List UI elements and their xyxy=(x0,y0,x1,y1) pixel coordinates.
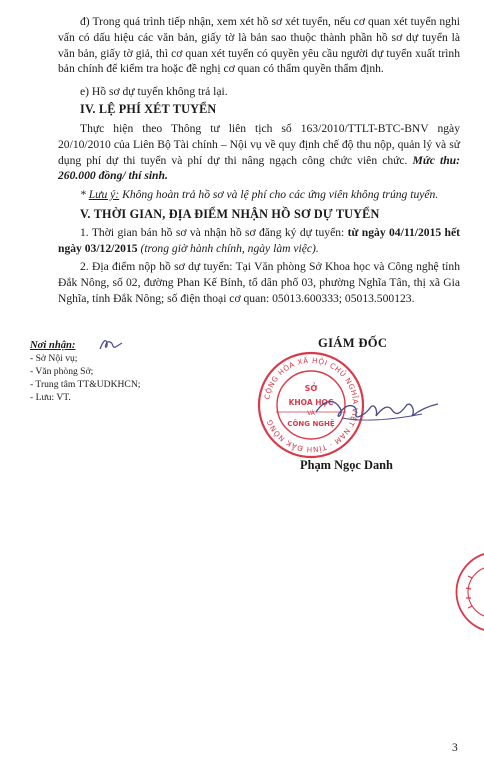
recipient-item: - Sở Nội vụ; xyxy=(30,353,78,364)
fee-text: Thực hiện theo Thông tư liên tịch số 163/2010/TTLT-BTC-BNV ngày 20/10/2010 của Liên Bộ Tài chính – Nội vụ về quy định chế độ thu nộp, quản lý và sử dụng phí dự thi tuyển và phí dự thi nâng ngạch công chức viên chức. xyxy=(58,122,460,167)
time-suffix: (trong giờ hành chính, ngày làm việc). xyxy=(140,241,319,255)
recipient-item: - Văn phòng Sở; xyxy=(30,366,94,377)
fee-amount: Mức thu: 260.000 đồng/ thí sinh. xyxy=(58,153,460,183)
note-label: Lưu ý: xyxy=(88,188,120,201)
note-line xyxy=(80,187,470,203)
paragraph-fee xyxy=(58,121,460,184)
time-range: từ ngày 04/11/2015 hết ngày 03/12/2015 xyxy=(58,226,460,255)
page-number: 3 xyxy=(452,742,458,754)
recipients-title: Nơi nhận: xyxy=(30,340,76,351)
signer-name: Phạm Ngọc Danh xyxy=(300,458,393,472)
time-prefix: 1. Thời gian bán hồ sơ và nhận hồ sơ đăng ký dự tuyển: xyxy=(80,226,345,239)
paragraph-place: 2. Địa điểm nộp hồ sơ dự tuyển: Tại Văn phòng Sở Khoa học và Công nghệ tỉnh Đắk Nông, số 02, đường Phan Kế Bính, tổ dân phố 03, phường Nghĩa Tân, thị xã Gia Nghĩa, tỉnh Đắk Nông; số điện thoại cơ quan: 05013.600333; 05013.500123. xyxy=(58,260,460,305)
seal-center-3: VÀ xyxy=(307,410,315,417)
paragraph-d: đ) Trong quá trình tiếp nhận, xem xét hồ sơ xét tuyển, nếu cơ quan xét tuyển nghi vấn có dấu hiệu các văn bản, giấy tờ là bản sao thuộc thành phần hồ sơ dự tuyển là văn bản, giấy tờ giả, thì cơ quan xét tuyển có quyền yêu cầu người dự tuyển xuất trình bản chính để kiểm tra hoặc đề nghị cơ quan có thẩm quyền thẩm định. xyxy=(58,15,460,76)
initials-mark xyxy=(98,337,124,351)
heading-time-place: V. THỜI GIAN, ĐỊA ĐIỂM NHẬN HỒ SƠ DỰ TUYỂN xyxy=(80,207,380,221)
recipients-block xyxy=(30,339,220,404)
seal-center-4: CÔNG NGHỆ xyxy=(287,420,335,428)
signature xyxy=(312,390,442,430)
signer-title: GIÁM ĐỐC xyxy=(318,336,388,350)
heading-fee: IV. LỆ PHÍ XÉT TUYỂN xyxy=(80,102,217,116)
note-prefix: * xyxy=(80,188,89,201)
paragraph-e: e) Hồ sơ dự tuyển không trả lại. xyxy=(80,85,228,98)
note-text: Không hoàn trả hồ sơ và lệ phí cho các ứng viên không trúng tuyển. xyxy=(119,188,439,201)
seal-ring-text: CỘNG HÒA XÃ HỘI CHỦ NGHĨA VIỆT NAM · TỈNH ĐẮK NÔNG xyxy=(262,355,361,455)
recipient-item: - Lưu: VT. xyxy=(30,392,71,403)
paragraph-time xyxy=(58,225,460,257)
seal-center-1: SỞ xyxy=(304,384,318,393)
seal-center-2: KHOA HỌC xyxy=(288,398,334,407)
margin-seal-fragment xyxy=(458,552,484,632)
recipient-item: - Trung tâm TT&UDKHCN; xyxy=(30,379,141,390)
